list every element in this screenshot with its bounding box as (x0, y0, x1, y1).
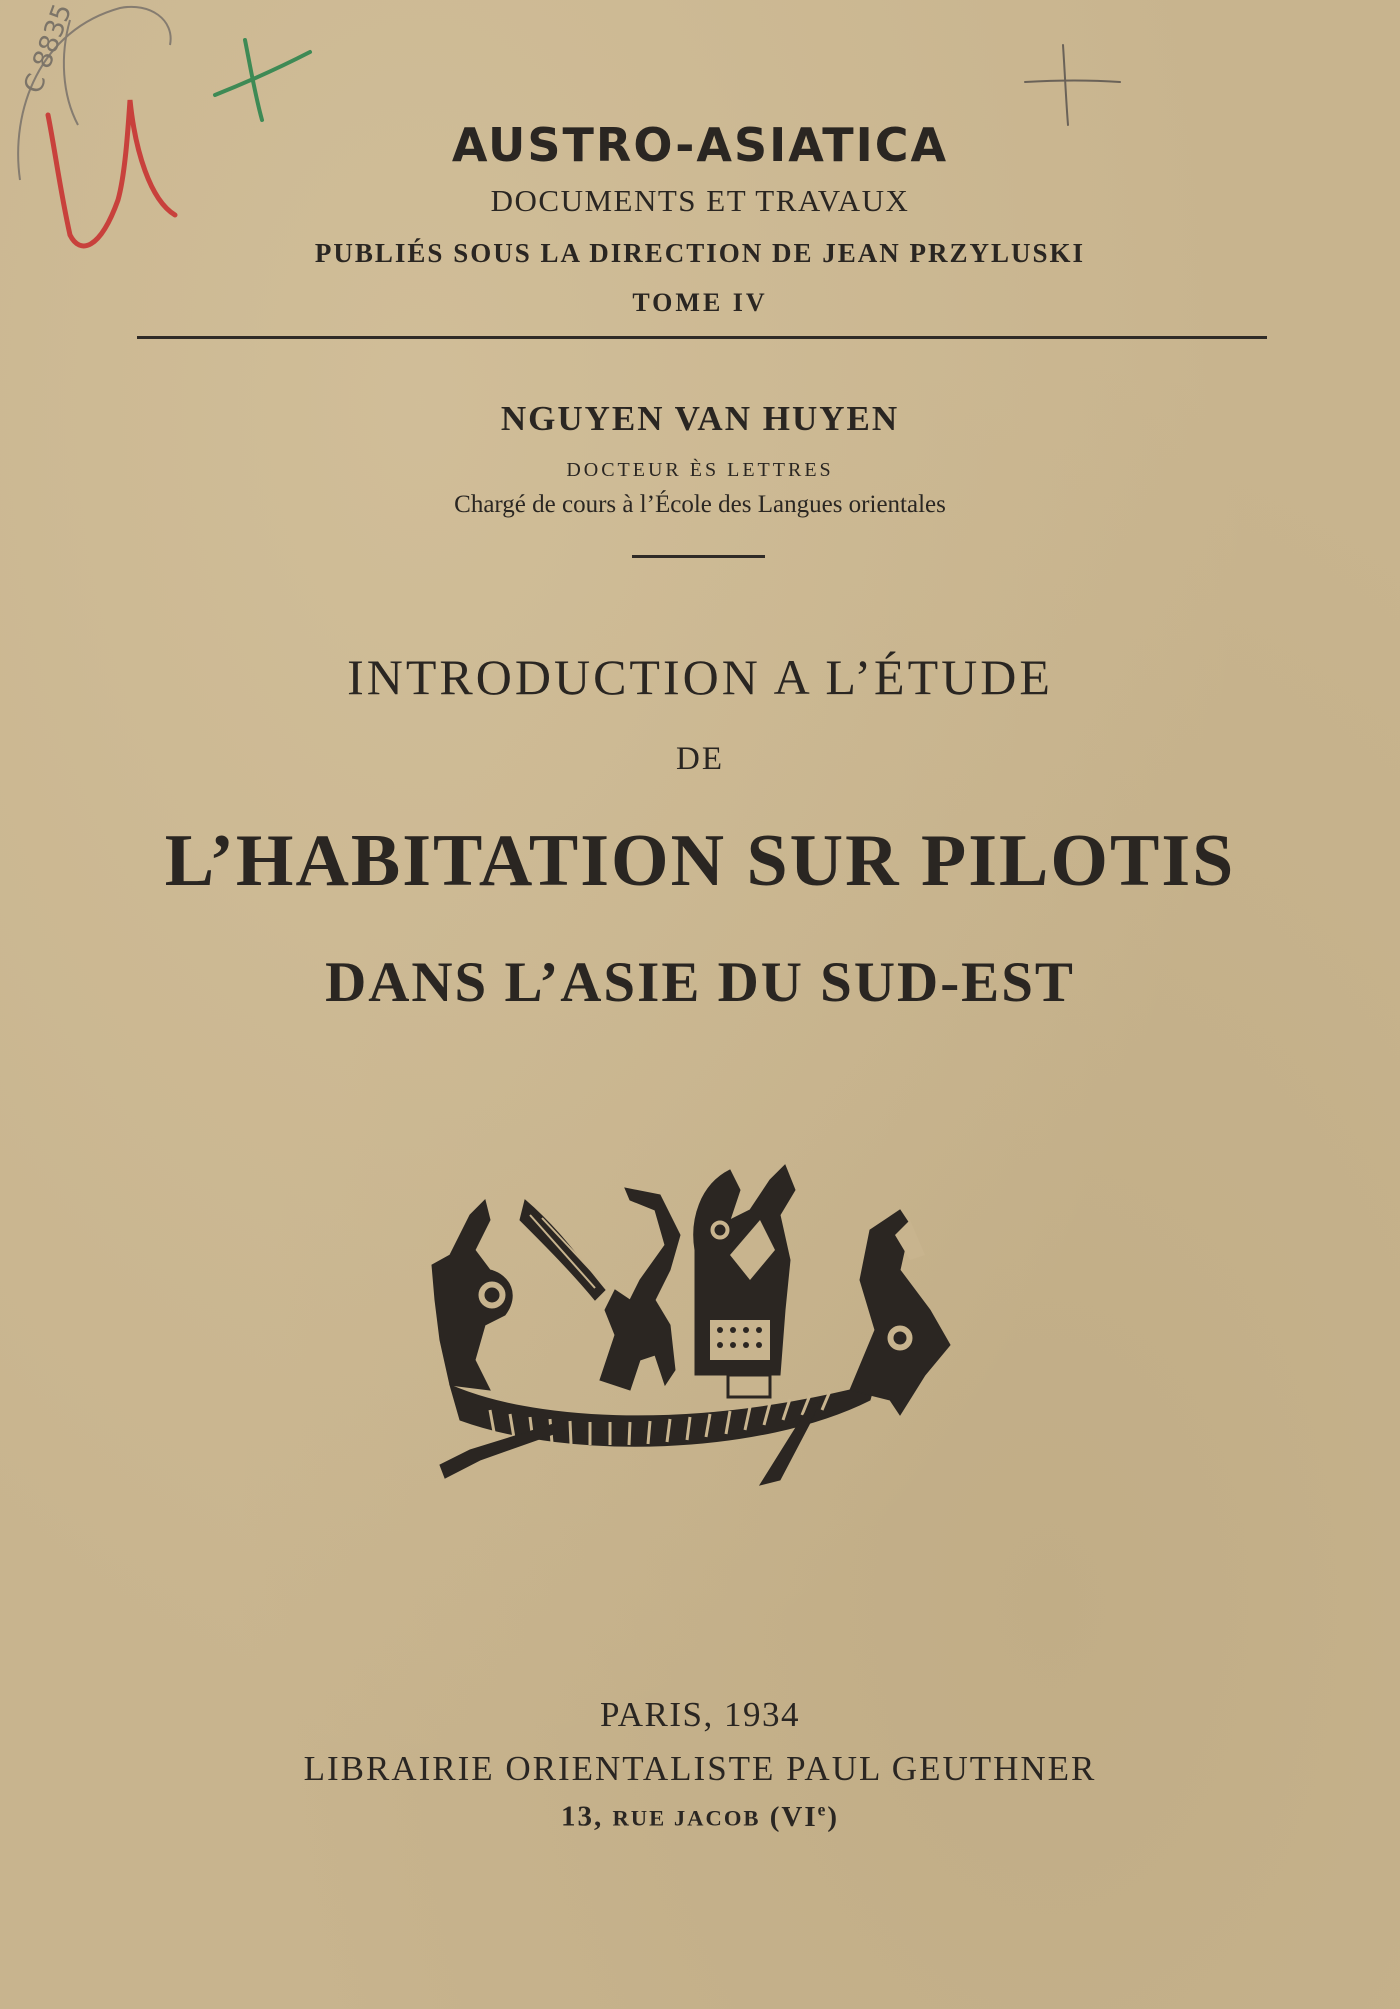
pencil-cross-mark (1025, 45, 1120, 125)
title-main: L’HABITATION SUR PILOTIS (164, 820, 1236, 902)
shelfmark-text: C 8835 (18, 0, 79, 98)
series-direction: PUBLIÉS SOUS LA DIRECTION DE JEAN PRZYLUSKI (314, 238, 1086, 268)
green-cross-mark (215, 40, 310, 120)
series-name: AUSTRO-ASIATICA (451, 118, 949, 172)
title-sub: DANS L’ASIE DU SUD-EST (325, 951, 1075, 1014)
address-arrondissement: (VIe) (769, 1799, 840, 1833)
imprint-place-year: PARIS, 1934 (600, 1695, 800, 1734)
imprint-address (0, 1799, 1400, 1834)
author-degree: DOCTEUR ÈS LETTRES (566, 459, 834, 481)
author-name: NGUYEN VAN HUYEN (500, 399, 900, 438)
header-rule (137, 336, 1267, 339)
series-subtitle: DOCUMENTS ET TRAVAUX (490, 183, 910, 218)
imprint-publisher: LIBRAIRIE ORIENTALISTE PAUL GEUTHNER (303, 1749, 1097, 1788)
address-number: 13, (560, 1800, 604, 1833)
address-street: RUE JACOB (612, 1805, 761, 1831)
title-line1: INTRODUCTION A L’ÉTUDE (347, 649, 1053, 705)
title-line2: DE (676, 741, 724, 777)
author-rule (632, 555, 765, 558)
series-volume: TOME IV (632, 288, 768, 317)
author-position: Chargé de cours à l’École des Langues orientales (454, 491, 946, 518)
dong-son-boat-icon (430, 1160, 970, 1490)
